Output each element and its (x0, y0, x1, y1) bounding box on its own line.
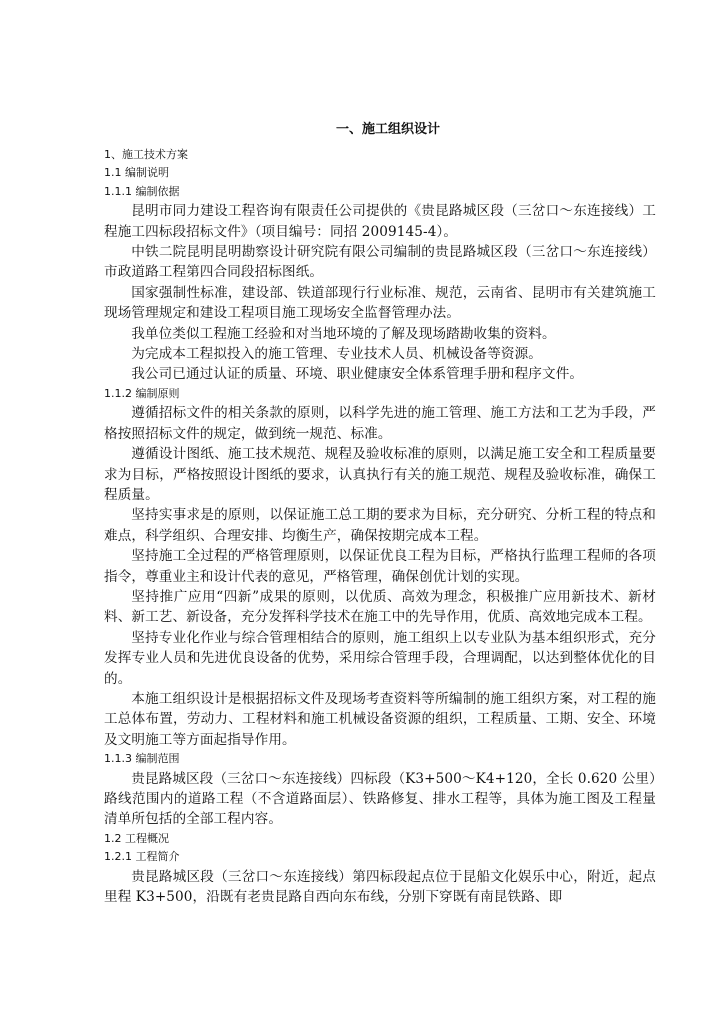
principle-paragraph: 坚持推广应用“四新”成果的原则，以优质、高效为理念，积极推广应用新技术、新材料、新工艺、新设备，充分发挥科学技术在施工中的先导作用，优质、高效地完成本工程。 (104, 588, 656, 626)
page-title: 一、施工组织设计 (335, 122, 440, 137)
section-heading-1-1-3: 1.1.3 编制范围 (104, 752, 180, 766)
basis-paragraph: 昆明市同力建设工程咨询有限责任公司提供的《贵昆路城区段（三岔口～东连接线）工程施工四标段招标文件》（项目编号：同招 2009145-4）。 (104, 203, 656, 240)
section-heading-1-2-1: 1.2.1 工程简介 (104, 850, 180, 864)
section-heading-1-1-2: 1.1.2 编制原则 (104, 386, 180, 400)
section-heading-1-1: 1.1 编制说明 (104, 166, 169, 180)
intro-paragraph: 贵昆路城区段（三岔口～东连接线）第四标段起点位于昆船文化娱乐中心，附近，起点里程 K3+500，沿既有老贵昆路自西向东布线，分别下穿既有南昆铁路、即 (104, 868, 656, 906)
principle-paragraph: 坚持专业化作业与综合管理相结合的原则，施工组织上以专业队为基本组织形式，充分发挥专业人员和先进优良设备的优势，采用综合管理手段，合理调配，以达到整体优化的目的。 (104, 629, 656, 687)
section-heading-1-2: 1.2 工程概况 (104, 831, 169, 845)
scope-paragraph: 贵昆路城区段（三岔口～东连接线）四标段（K3+500～K4+120，全长 0.620 公里）路线范围内的道路工程（不含道路面层）、铁路修复、排水工程等，具体为施工图及工程量清单所包括的全部工程内容。 (104, 770, 656, 828)
principle-paragraph: 本施工组织设计是根据招标文件及现场考查资料等所编制的施工组织方案，对工程的施工总体布置，劳动力、工程材料和施工机械设备资源的组织，工程质量、工期、安全、环境及文明施工等方面起指导作用。 (104, 690, 656, 748)
principle-paragraph: 遵循设计图纸、施工技术规范、规程及验收标准的原则，以满足施工安全和工程质量要求为目标，严格按照设计图纸的要求，认真执行有关的施工规范、规程及验收标准，确保工程质量。 (104, 446, 656, 503)
section-heading-1: 1、施工技术方案 (104, 148, 188, 161)
principle-paragraph: 坚持施工全过程的严格管理原则，以保证优良工程为目标，严格执行监理工程师的各项指令，尊重业主和设计代表的意见，严格管理，确保创优计划的实现。 (104, 548, 656, 585)
principle-paragraph: 坚持实事求是的原则，以保证施工总工期的要求为目标，充分研究、分析工程的特点和难点，科学组织、合理安排、均衡生产，确保按期完成本工程。 (104, 507, 656, 544)
principle-paragraph: 遵循招标文件的相关条款的原则，以科学先进的施工管理、施工方法和工艺为手段，严格按照招标文件的规定，做到统一规范、标准。 (104, 405, 656, 442)
basis-paragraph: 我单位类似工程施工经验和对当地环境的了解及现场踏勘收集的资料。 (131, 325, 556, 342)
document-body (104, 120, 656, 907)
basis-paragraph: 我公司已通过认证的质量、环境、职业健康安全体系管理手册和程序文件。 (131, 366, 584, 383)
basis-paragraph: 为完成本工程拟投入的施工管理、专业技术人员、机械设备等资源。 (131, 346, 542, 363)
basis-paragraph: 国家强制性标准，建设部、铁道部现行行业标准、规范，云南省、昆明市有关建筑施工现场管理规定和建设工程项目施工现场安全监督管理办法。 (104, 284, 656, 322)
basis-paragraph: 中铁二院昆明昆明勘察设计研究院有限公司编制的贵昆路城区段（三岔口～东连接线）市政道路工程第四合同段招标图纸。 (104, 244, 656, 281)
section-heading-1-1-1: 1.1.1 编制依据 (104, 184, 180, 198)
